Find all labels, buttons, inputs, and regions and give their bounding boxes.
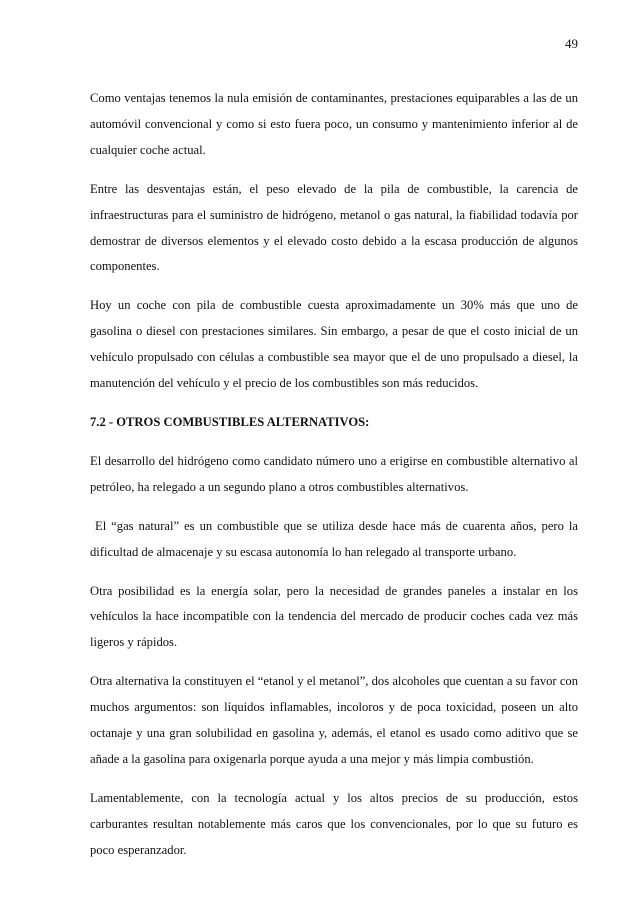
paragraph-solar: Otra posibilidad es la energía solar, pero la necesidad de grandes paneles a instalar en los vehículos la hace incompatible con la tendencia del mercado de producir coches cada vez más ligeros y rápidos. (90, 583, 578, 650)
paragraph-disadvantages: Entre las desventajas están, el peso elevado de la pila de combustible, la carencia de infraestructuras para el suministro de hidrógeno, metanol o gas natural, la fiabilidad todavía por demostrar de diversos elementos y el elevado costo debido a la escasa producción de algunos componentes. (90, 181, 578, 274)
paragraph-natural-gas: El “gas natural” es un combustible que se utiliza desde hace más de cuarenta años, pero la dificultad de almacenaje y su escasa autonomía lo han relegado al transporte urbano. (90, 518, 582, 559)
paragraph-hydrogen: El desarrollo del hidrógeno como candidato número uno a erigirse en combustible alternativo al petróleo, ha relegado a un segundo plano a otros combustibles alternativos. (90, 453, 578, 494)
paragraph-conclusion: Lamentablemente, con la tecnología actual y los altos precios de su producción, estos carburantes resultan notablemente más caros que los convencionales, por lo que su futuro es poco esperanzador. (90, 790, 578, 857)
document-body (90, 86, 582, 877)
paragraph-cost-comparison: Hoy un coche con pila de combustible cuesta aproximadamente un 30% más que uno de gasolina o diesel con prestaciones similares. Sin embargo, a pesar de que el costo inicial de un vehículo propulsado con células a combustible sea mayor que el de uno propulsado a diesel, la manutención del vehículo y el precio de los combustibles son más reducidos. (90, 298, 578, 391)
paragraph-advantages: Como ventajas tenemos la nula emisión de contaminantes, prestaciones equiparables a las de un automóvil convencional y como si esto fuera poco, un consumo y mantenimiento inferior al de cualquier coche actual. (90, 91, 578, 157)
paragraph-ethanol-methanol: Otra alternativa la constituyen el “etanol y el metanol”, dos alcoholes que cuentan a su favor con muchos argumentos: son líquidos inflamables, incoloros y de poca toxicidad, poseen un alto octanaje y una gran solubilidad en gasolina y, además, el etanol es usado como aditivo que se añade a la gasolina para oxigenarla porque ayuda a una mejor y más limpia combustión. (90, 674, 578, 766)
section-heading: 7.2 - OTROS COMBUSTIBLES ALTERNATIVOS: (90, 414, 370, 429)
page-number: 49 (565, 36, 578, 51)
